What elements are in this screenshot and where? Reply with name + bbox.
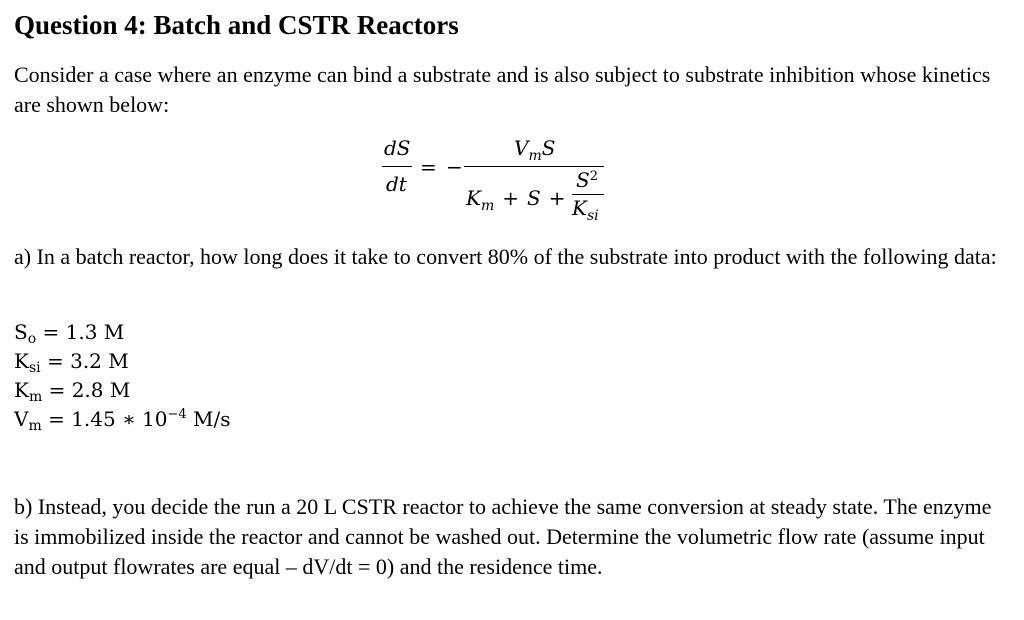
eq-lhs-numerator: dS <box>384 136 411 160</box>
eq-inner-numerator: $S^2$ <box>576 168 598 192</box>
data-row-s0: $S_o = 1.3$ M <box>14 320 125 347</box>
intro-paragraph: Consider a case where an enzyme can bind a substrate and is also subject to substrate inhibition whose kinetics are shown below: <box>14 62 991 117</box>
eq-rhs-denominator: $K_m + S$ + <box>466 186 566 214</box>
part-b-paragraph: b) Instead, you decide the run a 20 L CSTR reactor to achieve the same conversion at steady state. The enzyme is immobilized inside the reactor and cannot be washed out. Determine the volumetric flow rate (assume input and output flowrates are equal – dV/dt = 0) and the residence time. <box>14 494 992 579</box>
eq-lhs-fraction-bar <box>382 166 412 167</box>
eq-minus: − <box>446 155 463 179</box>
data-row-km: $K_m = 2.8$ M <box>14 378 131 405</box>
eq-equals: = <box>420 155 437 179</box>
part-a-paragraph: a) In a batch reactor, how long does it take to convert 80% of the substrate into product with the following data: <box>14 244 997 269</box>
eq-rhs-numerator: $V_mS$ <box>514 136 556 164</box>
given-data <box>14 318 231 434</box>
data-row-vm: $V_m = 1.45$ ∗ $10^{-4}$ M/s <box>14 407 231 434</box>
eq-inner-denominator: $K_{si}$ <box>572 196 599 224</box>
rate-equation <box>380 132 620 232</box>
eq-lhs-denominator: dt <box>386 172 407 196</box>
data-row-ksi: $K_{si} = 3.2$ M <box>14 349 129 376</box>
question-title: Question 4: Batch and CSTR Reactors <box>14 10 459 40</box>
